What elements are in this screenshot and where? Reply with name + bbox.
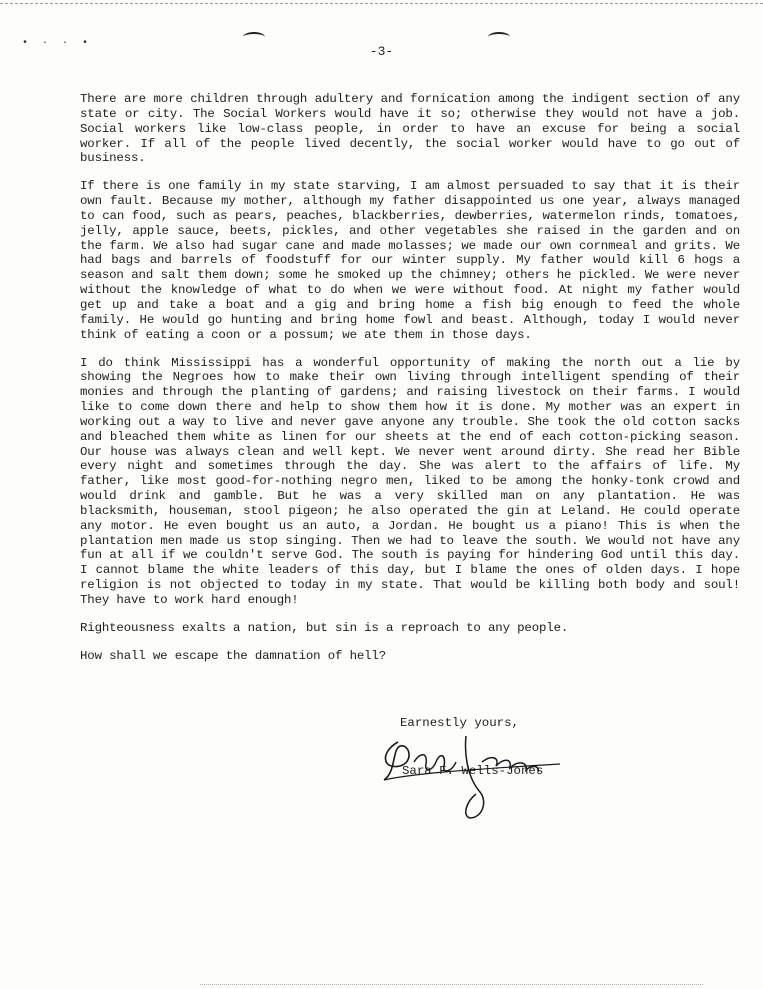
paragraph-righteousness: Righteousness exalts a nation, but sin is a reproach to any people.: [80, 620, 569, 635]
scan-specks: • · · •: [22, 38, 93, 49]
closing-line: Earnestly yours,: [400, 716, 519, 730]
paragraph-social-workers: There are more children through adultery and fornication among the indigent section of any state or city. The Social Workers would have it so; otherwise they would not have a job. Social workers like low-class people, in order to have an excuse for being a social worker. If all of the people lived decently, the social worker would have to go out of business.: [80, 92, 740, 166]
letter-body: [80, 92, 740, 677]
page-number: -3-: [369, 44, 394, 59]
page-top-edge: [0, 3, 763, 4]
punch-mark-right: [488, 32, 510, 42]
paragraph-damnation: How shall we escape the damnation of hell?: [80, 648, 386, 663]
handwritten-signature: [370, 722, 580, 822]
paragraph-family-food: If there is one family in my state starving, I am almost persuaded to say that it is their own fault. Because my mother, although my father disappointed us one year, always managed to can food, such as pears, peaches, blackberries, dewberries, watermelon rinds, tomatoes, jelly, apple sauce, beets, pickles, and other vegetables she raised in the garden and on the farm. We also had sugar cane and made molasses; we made our own cornmeal and grits. We had bags and barrels of foodstuff for our winter supply. My father would kill 6 hogs a season and salt them down; some he smoked up the chimney; others he pickled. We were never without the knowledge of what to do when we were without food. At night my father would get up and take a boat and a gig and bring home a fish big enough to feed the whole family. He would go hunting and bring home fowl and beast. Although, today I would never think of eating a coon or a possum; we ate them in those days.: [80, 179, 740, 342]
page-bottom-edge: [200, 984, 703, 985]
punch-mark-left: [243, 32, 265, 42]
signer-typed-name: Sara F. Wells-Jones: [402, 764, 544, 778]
paragraph-mississippi: I do think Mississippi has a wonderful opportunity of making the north out a lie by showing the Negroes how to make their own living through intelligent spending of their monies and through the planting of gardens; and raising livestock on their farms. I would like to come down there and help to show them how it is done. My mother was an expert in working out a way to live and never gave anyone any trouble. She took the old cotton sacks and bleached them white as linen for our sheets at the end of each cotton-picking season. Our house was always clean and well kept. We never went around dirty. She read her Bible every night and sometimes through the day. She was alert to the affairs of life. My father, like most good-for-nothing negro men, liked to be among the honky-tonk crowd and would drink and gamble. But he was a very skilled man on any plantation. He was blacksmith, houseman, stool pigeon; he also operated the gin at Leland. He could operate any motor. He even bought us an auto, a Jordan. He bought us a piano! This is when the plantation men made us stop singing. Then we had to leave the south. We would not have any fun at all if we couldn't serve God. The south is paying for hindering God until this day. I cannot blame the white leaders of this day, but I blame the ones of olden days. I hope religion is not objected to today in my state. That would be killing both body and soul! They have to work hard enough!: [80, 355, 740, 607]
